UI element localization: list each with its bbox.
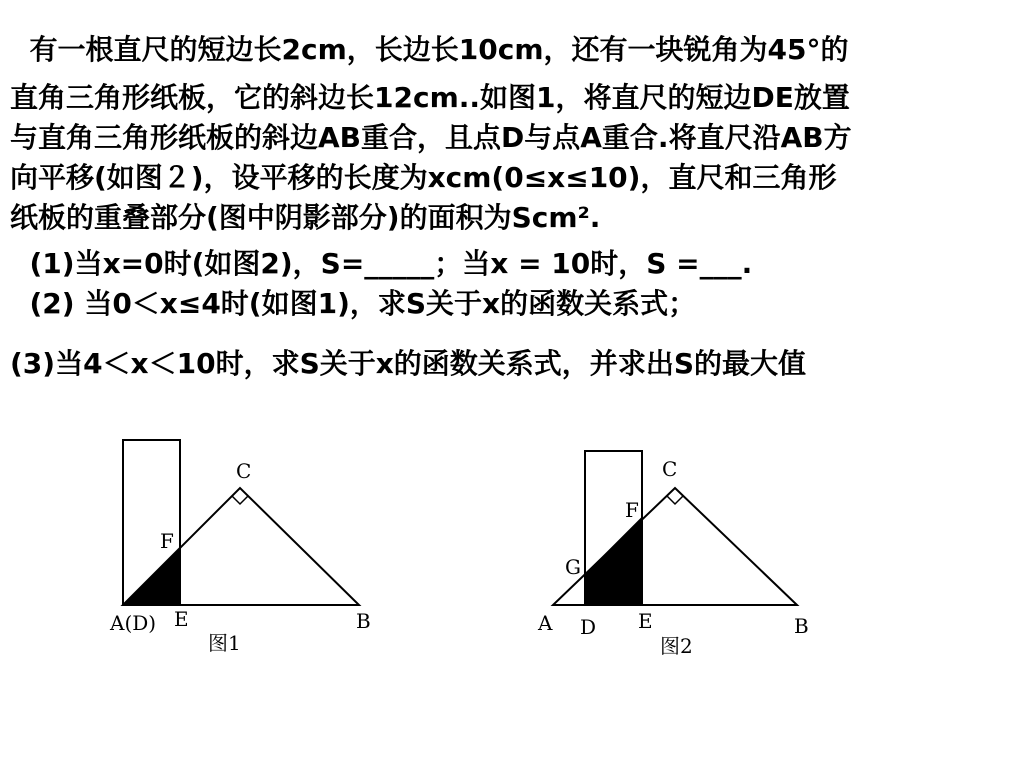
- problem-line-2: 直角三角形纸板，它的斜边长12cm..如图1，将直尺的短边DE放置: [10, 81, 850, 114]
- label-fig2-G: G: [565, 555, 581, 579]
- label-fig1-A: A(D): [110, 611, 157, 635]
- right-angle-mark-1: [232, 496, 248, 504]
- label-fig2-D: D: [580, 615, 597, 639]
- label-fig1-E: E: [174, 607, 189, 631]
- label-fig1-C: C: [236, 459, 252, 483]
- problem-line-4: 向平移(如图２)，设平移的长度为xcm(0≤x≤10)，直尺和三角形: [10, 161, 837, 194]
- shaded-overlap-2: [585, 518, 642, 605]
- right-angle-mark-2: [667, 496, 683, 504]
- question-3: (3)当4＜x＜10时，求S关于x的函数关系式，并求出S的最大值: [10, 347, 806, 380]
- question-2: (2) 当0＜x≤4时(如图1)，求S关于x的函数关系式；: [10, 287, 697, 320]
- label-fig2-A: A: [538, 611, 553, 635]
- caption-fig2: 图2: [660, 634, 693, 658]
- label-fig2-C: C: [662, 457, 678, 481]
- caption-fig1: 图1: [208, 631, 241, 655]
- figures: [0, 420, 1024, 680]
- label-fig2-B: B: [794, 614, 809, 638]
- problem-line-1: 有一根直尺的短边长2cm，长边长10cm，还有一块锐角为45°的: [10, 33, 849, 66]
- label-fig1-B: B: [356, 609, 371, 633]
- label-fig2-E: E: [638, 609, 653, 633]
- label-fig2-F: F: [625, 498, 639, 522]
- problem-line-5: 纸板的重叠部分(图中阴影部分)的面积为Scm².: [10, 201, 601, 234]
- problem-line-3: 与直角三角形纸板的斜边AB重合，且点D与点A重合.将直尺沿AB方: [10, 121, 852, 154]
- question-1: (1)当x=0时(如图2)，S=_____；当x = 10时，S =___.: [10, 247, 753, 280]
- shaded-overlap-1: [123, 548, 180, 605]
- label-fig1-F: F: [160, 529, 174, 553]
